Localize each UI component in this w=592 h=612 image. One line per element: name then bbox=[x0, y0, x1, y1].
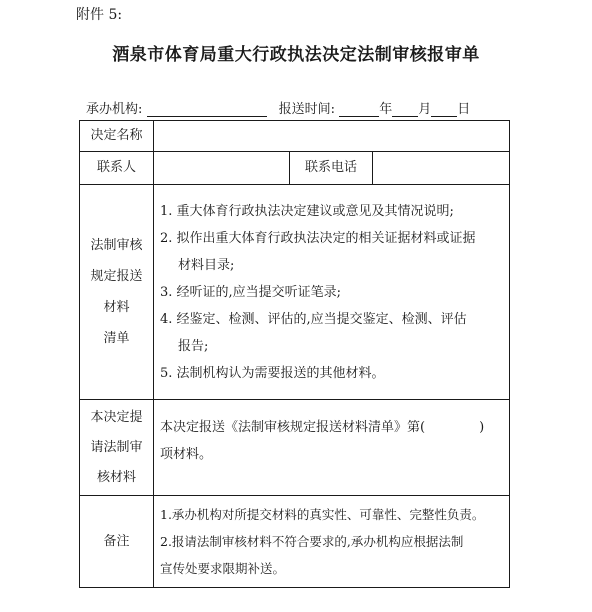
submit-materials-label bbox=[80, 400, 154, 496]
contact-person-field[interactable] bbox=[154, 152, 290, 185]
materials-list-content bbox=[154, 185, 510, 400]
decision-name-label: 决定名称 bbox=[80, 121, 154, 152]
month-field[interactable] bbox=[392, 102, 418, 117]
remark-label: 备注 bbox=[80, 496, 154, 588]
materials-list-item: 2. 拟作出重大体育行政执法决定的相关证据材料或证据 bbox=[160, 230, 476, 246]
remark-item: 1.承办机构对所提交材料的真实性、可靠性、完整性负责。 bbox=[160, 507, 485, 522]
materials-list-label-line: 材料 bbox=[103, 300, 130, 315]
submit-materials-label-line: 请法制审 bbox=[90, 439, 143, 455]
remark-item: 宣传处要求限期补送。 bbox=[160, 561, 286, 576]
submit-materials-text bbox=[160, 414, 509, 441]
year-field[interactable] bbox=[339, 102, 379, 117]
form-title: 酒泉市体育局重大行政执法决定法制审核报审单 bbox=[112, 45, 480, 65]
materials-list-label-line: 清单 bbox=[103, 331, 130, 346]
submit-materials-label-line: 核材料 bbox=[96, 469, 136, 485]
review-form-table bbox=[79, 120, 510, 588]
time-label: 报送时间: bbox=[278, 102, 336, 117]
submit-materials-text-end: 项材料。 bbox=[160, 447, 213, 462]
materials-list-item: 材料目录; bbox=[178, 257, 235, 273]
materials-list-label-line: 法制审核 bbox=[90, 238, 143, 253]
materials-list-label bbox=[80, 185, 154, 400]
submit-materials-bracket: ) bbox=[479, 420, 485, 435]
materials-list-item: 3. 经听证的,应当提交听证笔录; bbox=[160, 284, 342, 300]
contact-phone-label: 联系电话 bbox=[290, 152, 373, 185]
decision-name-field[interactable] bbox=[154, 121, 510, 152]
contact-person-label: 联系人 bbox=[80, 152, 154, 185]
day-label: 日 bbox=[457, 102, 471, 117]
materials-list-item: 5. 法制机构认为需要报送的其他材料。 bbox=[160, 365, 385, 381]
materials-list-item: 1. 重大体育行政执法决定建议或意见及其情况说明; bbox=[160, 203, 454, 219]
org-label: 承办机构: bbox=[86, 102, 143, 117]
month-label: 月 bbox=[418, 102, 432, 117]
materials-list-item: 报告; bbox=[178, 338, 209, 354]
day-field[interactable] bbox=[431, 102, 457, 117]
year-label: 年 bbox=[379, 102, 393, 117]
remark-content bbox=[154, 496, 510, 588]
contact-phone-field[interactable] bbox=[373, 152, 510, 185]
materials-list-item: 4. 经鉴定、检测、评估的,应当提交鉴定、检测、评估 bbox=[160, 311, 467, 327]
submit-materials-label-line: 本决定提 bbox=[90, 409, 143, 425]
org-field[interactable] bbox=[147, 102, 267, 117]
remark-item: 2.报请法制审核材料不符合要求的,承办机构应根据法制 bbox=[160, 534, 464, 549]
submit-materials-content bbox=[154, 400, 510, 496]
submit-materials-sentence: 本决定报送《法制审核规定报送材料清单》第( bbox=[160, 420, 426, 435]
attachment-label: 附件 5: bbox=[76, 7, 123, 23]
meta-line bbox=[86, 98, 470, 117]
materials-list-label-line: 规定报送 bbox=[90, 269, 143, 284]
